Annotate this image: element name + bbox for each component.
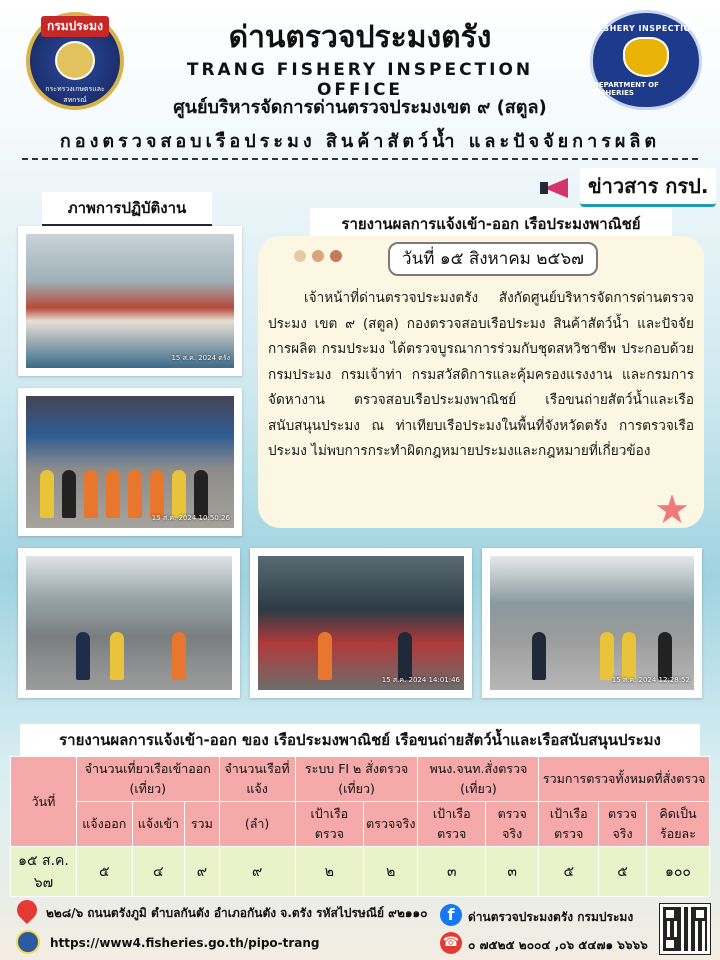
address: ๒๒๘/๖ ถนนตรังภูมิ ตำบลกันตัง อำเภอกันตัง จ.ตรัง รหัสไปรษณีย์ ๙๒๑๑๐: [46, 906, 428, 920]
title-english: TRANG FISHERY INSPECTION OFFICE: [186, 60, 534, 100]
inspection-image-3: [490, 556, 694, 690]
facebook-icon[interactable]: f: [440, 904, 462, 926]
report-card: [258, 236, 704, 528]
cell-value: ๙: [185, 847, 219, 897]
phone-icon: ☎: [440, 932, 462, 954]
dashed-divider: [22, 158, 698, 160]
header: [0, 0, 720, 198]
table-title: รายงานผลการแจ้งเข้า-ออก ของ เรือประมงพาณิชย์ เรือขนถ่ายสัตว์น้ำและเรือสนับสนุนประมง: [20, 724, 700, 759]
logo-left-bottom-text: กระทรวงเกษตรและสหกรณ์: [45, 85, 105, 104]
row-day: ๑๕ ส.ค. ๖๗: [11, 847, 77, 897]
sub-header: ตรวจจริง: [364, 802, 418, 847]
photo-inspection-3: [482, 548, 702, 698]
report-body: เจ้าหน้าที่ด่านตรวจประมงตรัง สังกัดศูนย์บริหารจัดการด่านตรวจประมง เขต ๙ (สตูล) กองตรวจสอบเรือประมง สินค้าสัตว์น้ำ และปัจจัยการผลิต กรมประมง ได้ตรวจบูรณาการร่วมกับชุดสหวิชาชีพ ประกอบด้วย กรมประมง กรมเจ้าท่า กรมสวัสดิการและคุ้มครองแรงงาน และกรมการจัดหางาน ตรวจสอบเรือประมงพาณิชย์ เรือขนถ่ายสัตว์น้ำและเรือสนับสนุนประมง ณ ท่าเทียบเรือประมงในพื้นที่จังหวัดตรัง การตรวจเรือประมง ไม่พบการกระทำผิดกฎหมายประมงและกฎหมายที่เกี่ยวข้อง: [268, 290, 694, 459]
inspection-image-1: [26, 556, 232, 690]
sub-header: แจ้งออก: [77, 802, 133, 847]
inspection-image-2: [258, 556, 464, 690]
title-thai: ด่านตรวจประมงตรัง: [228, 20, 492, 55]
emblem-icon: [55, 41, 95, 80]
news-label: ข่าวสาร กรป.: [580, 168, 716, 207]
photo-boats: [18, 226, 242, 376]
website-link[interactable]: https://www4.fisheries.go.th/pipo-trang: [50, 936, 320, 950]
decor-dots: [294, 250, 342, 262]
logo-right-bottom-text: DEPARTMENT OF FISHERIES: [593, 80, 659, 97]
header-fi2: ระบบ FI ๒ สั่งตรวจ (เที่ยว): [295, 757, 418, 802]
cell-value: ๔: [132, 847, 185, 897]
photo-team-group: [18, 388, 242, 536]
sub-header: ตรวจจริง: [485, 802, 538, 847]
sub-header: รวม: [185, 802, 219, 847]
subtitle-center: ศูนย์บริหารจัดการด่านตรวจประมงเขต ๙ (สตูล): [173, 97, 547, 118]
boat-image: [26, 234, 234, 368]
facebook-page[interactable]: ด่านตรวจประมงตรัง กรมประมง: [468, 910, 634, 924]
sub-header: ตรวจจริง: [599, 802, 647, 847]
header-officer: พนง.จนท.สั่งตรวจ (เที่ยว): [418, 757, 539, 802]
header-day: วันที่: [11, 757, 77, 847]
header-total: รวมการตรวจทั้งหมดที่สั่งตรวจ: [539, 757, 710, 802]
table-row: [11, 847, 710, 897]
megaphone-icon: [540, 174, 574, 202]
sub-header: เป้าเรือตรวจ: [295, 802, 363, 847]
map-pin-icon: [16, 900, 38, 926]
cell-value: ๓: [418, 847, 485, 897]
report-date: วันที่ ๑๕ สิงหาคม ๒๕๖๗: [388, 242, 598, 276]
sub-header: (ลำ): [219, 802, 295, 847]
table-header-row: [11, 757, 710, 802]
cell-value: ๓: [485, 847, 538, 897]
sub-header: เป้าเรือตรวจ: [418, 802, 485, 847]
photo-inspection-1: [18, 548, 240, 698]
header-trips: จำนวนเที่ยวเรือเข้าออก (เที่ยว): [77, 757, 220, 802]
table-subheader-row: [11, 802, 710, 847]
sub-header: เป้าเรือตรวจ: [539, 802, 599, 847]
cell-value: ๙: [219, 847, 295, 897]
photo-stamp: 15 ส.ค. 2024 14:01:46: [381, 676, 460, 684]
report-section-label: รายงานผลการแจ้งเข้า-ออก เรือประมงพาณิชย์: [310, 208, 672, 243]
phone-number: ๐ ๗๕๒๕ ๒๐๐๔ ,๐๖ ๕๔๗๑ ๖๖๖๖: [468, 938, 648, 952]
news-tag: [540, 168, 716, 207]
header-boats: จำนวนเรือที่แจ้ง: [219, 757, 295, 802]
subtitle-division: กองตรวจสอบเรือประมง สินค้าสัตว์น้ำ และปัจจัยการผลิต: [59, 131, 661, 152]
sub-header: คิดเป็นร้อยละ: [646, 802, 709, 847]
sub-header: แจ้งเข้า: [132, 802, 185, 847]
cell-value: ๕: [539, 847, 599, 897]
photo-stamp: 15 ส.ค. 2024 ตรัง: [171, 354, 230, 362]
photo-stamp: 15 ส.ค. 2024 12:28:52: [611, 676, 690, 684]
cell-value: ๒: [295, 847, 363, 897]
starfish-icon: ★: [654, 487, 690, 533]
photos-section-label: ภาพการปฏิบัติงาน: [42, 192, 212, 227]
cell-value: ๕: [77, 847, 133, 897]
logo-left-top-text: กรมประมง: [41, 16, 109, 37]
photo-inspection-2: [250, 548, 472, 698]
team-image: [26, 396, 234, 528]
cell-value: ๑๐๐: [646, 847, 709, 897]
footer: [0, 898, 720, 960]
cell-value: ๕: [599, 847, 647, 897]
globe-icon: [16, 930, 40, 954]
qr-code[interactable]: [660, 904, 710, 954]
badge-icon: [623, 37, 669, 77]
photo-stamp: 15 ส.ค. 2024 10:50:26: [151, 514, 230, 522]
cell-value: ๒: [364, 847, 418, 897]
report-table: [10, 756, 710, 897]
logo-right-top-text: FISHERY INSPECTION: [593, 23, 699, 33]
